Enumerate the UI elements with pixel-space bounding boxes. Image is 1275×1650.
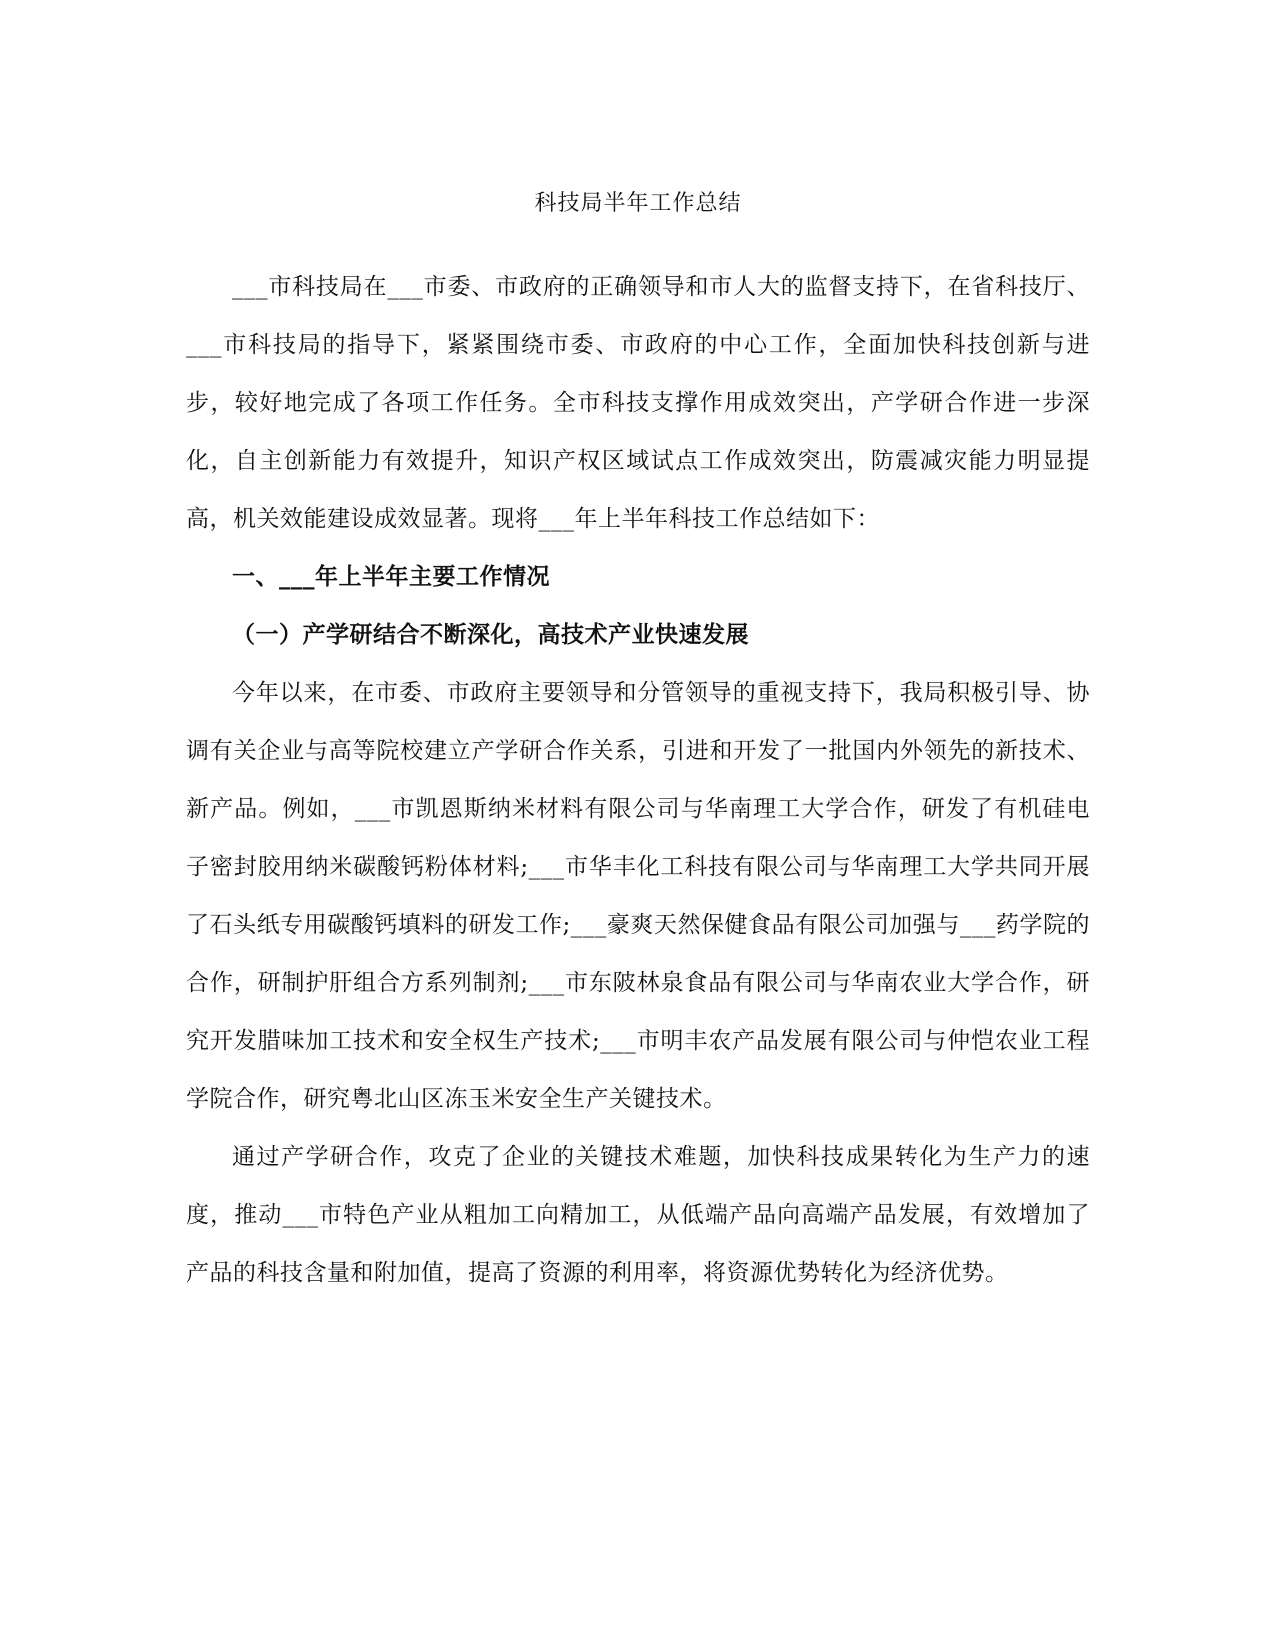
body-paragraph-1: 今年以来，在市委、市政府主要领导和分管领导的重视支持下，我局积极引导、协调有关企业与高等院校建立产学研合作关系，引进和开发了一批国内外领先的新技术、新产品。例如，___市凯恩斯纳米材料有限公司与华南理工大学合作，研发了有机硅电子密封胶用纳米碳酸钙粉体材料;___市华丰化工科技有限公司与华南理工大学共同开展了石头纸专用碳酸钙填料的研发工作;___豪爽天然保健食品有限公司加强与___药学院的合作，研制护肝组合方系列制剂;___市东陂林泉食品有限公司与华南农业大学合作，研究开发腊味加工技术和安全权生产技术;___市明丰农产品发展有限公司与仲恺农业工程学院合作，研究粤北山区冻玉米安全生产关键技术。 [186,680,1090,1112]
document-title: 科技局半年工作总结 [534,191,742,216]
intro-paragraph: ___市科技局在___市委、市政府的正确领导和市人大的监督支持下，在省科技厅、___市科技局的指导下，紧紧围绕市委、市政府的中心工作，全面加快科技创新与进步，较好地完成了各项工作任务。全市科技支撑作用成效突出，产学研合作进一步深化，自主创新能力有效提升，知识产权区域试点工作成效突出，防震减灾能力明显提高，机关效能建设成效显著。现将___年上半年科技工作总结如下： [186,274,1090,532]
section-heading: 一、___年上半年主要工作情况 [232,563,550,590]
document-body [186,176,1090,1302]
subsection-heading: （一）产学研结合不断深化，高技术产业快速发展 [232,621,749,648]
body-paragraph-2: 通过产学研合作，攻克了企业的关键技术难题，加快科技成果转化为生产力的速度，推动___市特色产业从粗加工向精加工，从低端产品向高端产品发展，有效增加了产品的科技含量和附加值，提高了资源的利用率，将资源优势转化为经济优势。 [186,1144,1090,1286]
